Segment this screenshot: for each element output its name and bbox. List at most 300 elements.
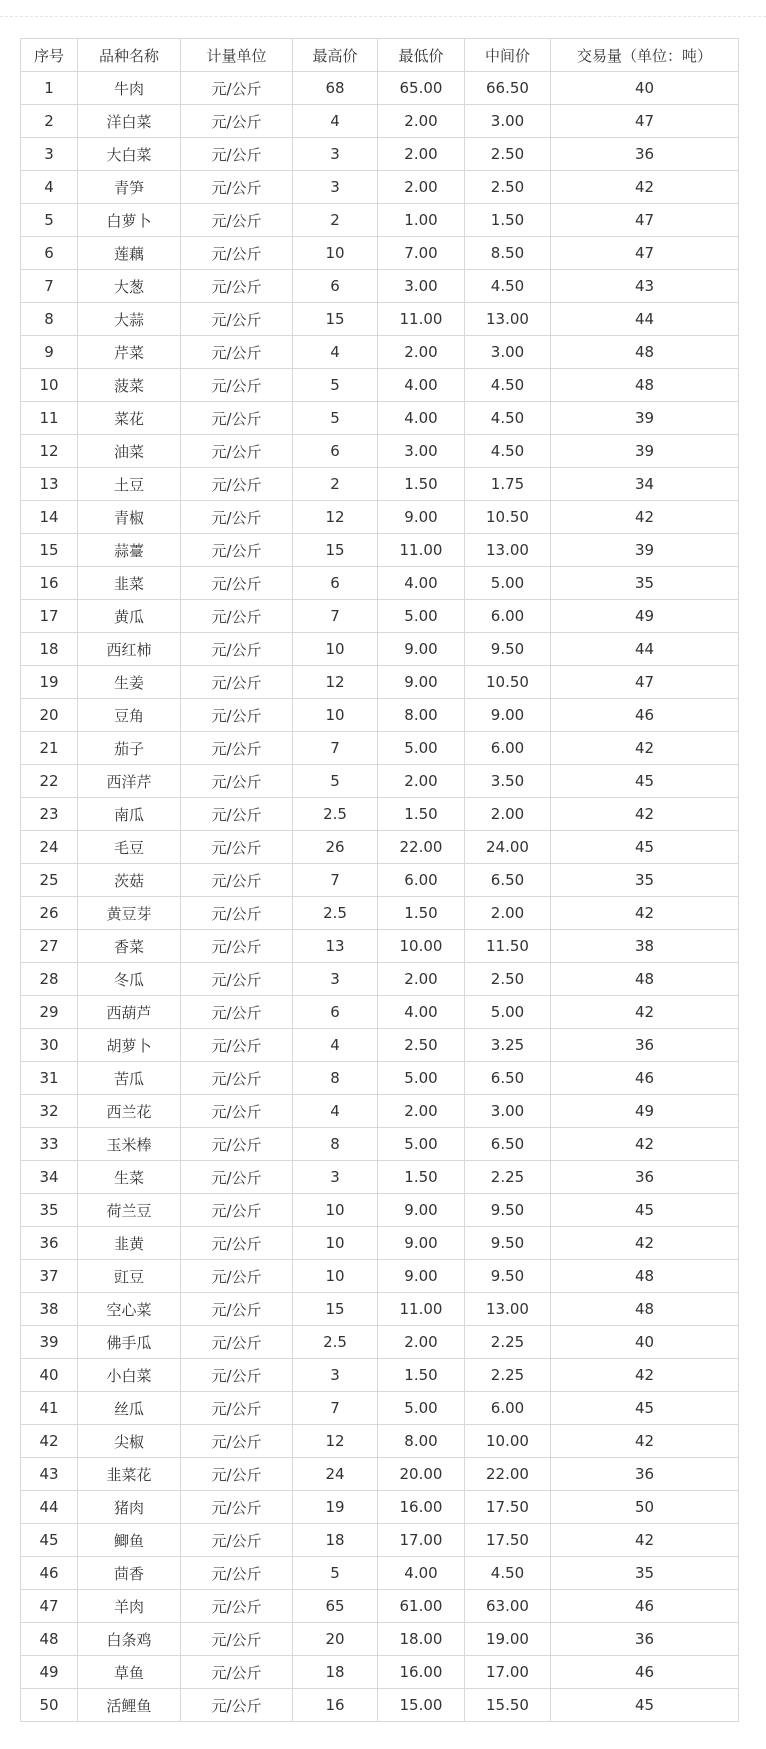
cell-col-low-price: 5.00 xyxy=(378,732,465,765)
cell-col-high-price: 8 xyxy=(293,1128,378,1161)
cell-col-mid-price: 2.50 xyxy=(465,963,551,996)
cell-col-mid-price: 17.50 xyxy=(465,1491,551,1524)
cell-col-high-price: 15 xyxy=(293,1293,378,1326)
cell-col-mid-price: 63.00 xyxy=(465,1590,551,1623)
cell-col-name: 白萝卜 xyxy=(78,204,181,237)
cell-col-low-price: 1.50 xyxy=(378,1161,465,1194)
cell-col-unit: 元/公斤 xyxy=(181,171,293,204)
table-row xyxy=(21,1293,739,1326)
cell-col-no: 2 xyxy=(21,105,78,138)
cell-col-high-price: 5 xyxy=(293,765,378,798)
table-row xyxy=(21,171,739,204)
table-row xyxy=(21,1557,739,1590)
cell-col-mid-price: 3.50 xyxy=(465,765,551,798)
cell-col-name: 尖椒 xyxy=(78,1425,181,1458)
cell-col-no: 47 xyxy=(21,1590,78,1623)
table-row xyxy=(21,270,739,303)
cell-col-low-price: 8.00 xyxy=(378,1425,465,1458)
cell-col-name: 大白菜 xyxy=(78,138,181,171)
cell-col-mid-price: 6.00 xyxy=(465,600,551,633)
table-row xyxy=(21,1590,739,1623)
cell-col-name: 青笋 xyxy=(78,171,181,204)
cell-col-high-price: 5 xyxy=(293,402,378,435)
cell-col-name: 西红柿 xyxy=(78,633,181,666)
cell-col-mid-price: 2.50 xyxy=(465,138,551,171)
cell-col-mid-price: 11.50 xyxy=(465,930,551,963)
cell-col-high-price: 3 xyxy=(293,138,378,171)
cell-col-no: 24 xyxy=(21,831,78,864)
cell-col-mid-price: 2.25 xyxy=(465,1359,551,1392)
cell-col-volume: 42 xyxy=(551,1128,739,1161)
cell-col-mid-price: 6.00 xyxy=(465,732,551,765)
cell-col-no: 36 xyxy=(21,1227,78,1260)
cell-col-unit: 元/公斤 xyxy=(181,699,293,732)
table-row xyxy=(21,1194,739,1227)
cell-col-low-price: 1.50 xyxy=(378,897,465,930)
cell-col-low-price: 1.50 xyxy=(378,468,465,501)
cell-col-name: 南瓜 xyxy=(78,798,181,831)
cell-col-mid-price: 10.50 xyxy=(465,501,551,534)
cell-col-volume: 35 xyxy=(551,864,739,897)
cell-col-name: 油菜 xyxy=(78,435,181,468)
cell-col-name: 生姜 xyxy=(78,666,181,699)
cell-col-unit: 元/公斤 xyxy=(181,1293,293,1326)
cell-col-mid-price: 8.50 xyxy=(465,237,551,270)
cell-col-name: 白条鸡 xyxy=(78,1623,181,1656)
cell-col-name: 牛肉 xyxy=(78,72,181,105)
cell-col-unit: 元/公斤 xyxy=(181,204,293,237)
cell-col-unit: 元/公斤 xyxy=(181,138,293,171)
cell-col-low-price: 22.00 xyxy=(378,831,465,864)
cell-col-high-price: 6 xyxy=(293,435,378,468)
cell-col-low-price: 2.00 xyxy=(378,138,465,171)
cell-col-no: 33 xyxy=(21,1128,78,1161)
cell-col-no: 45 xyxy=(21,1524,78,1557)
cell-col-volume: 40 xyxy=(551,1326,739,1359)
cell-col-unit: 元/公斤 xyxy=(181,567,293,600)
cell-col-low-price: 6.00 xyxy=(378,864,465,897)
cell-col-name: 苦瓜 xyxy=(78,1062,181,1095)
table-row xyxy=(21,1227,739,1260)
cell-col-high-price: 4 xyxy=(293,1095,378,1128)
cell-col-low-price: 9.00 xyxy=(378,633,465,666)
cell-col-no: 20 xyxy=(21,699,78,732)
table-row xyxy=(21,1425,739,1458)
cell-col-mid-price: 4.50 xyxy=(465,402,551,435)
cell-col-unit: 元/公斤 xyxy=(181,864,293,897)
cell-col-unit: 元/公斤 xyxy=(181,1260,293,1293)
cell-col-high-price: 10 xyxy=(293,699,378,732)
cell-col-no: 14 xyxy=(21,501,78,534)
cell-col-low-price: 4.00 xyxy=(378,1557,465,1590)
cell-col-volume: 42 xyxy=(551,897,739,930)
cell-col-no: 48 xyxy=(21,1623,78,1656)
cell-col-high-price: 4 xyxy=(293,1029,378,1062)
header-col-name: 品种名称 xyxy=(78,39,181,72)
cell-col-volume: 46 xyxy=(551,1590,739,1623)
cell-col-high-price: 2 xyxy=(293,204,378,237)
cell-col-low-price: 1.50 xyxy=(378,1359,465,1392)
cell-col-name: 韭菜 xyxy=(78,567,181,600)
cell-col-low-price: 9.00 xyxy=(378,1260,465,1293)
cell-col-no: 44 xyxy=(21,1491,78,1524)
cell-col-mid-price: 9.50 xyxy=(465,1227,551,1260)
cell-col-low-price: 7.00 xyxy=(378,237,465,270)
cell-col-name: 西葫芦 xyxy=(78,996,181,1029)
cell-col-volume: 42 xyxy=(551,171,739,204)
cell-col-name: 冬瓜 xyxy=(78,963,181,996)
cell-col-no: 43 xyxy=(21,1458,78,1491)
cell-col-unit: 元/公斤 xyxy=(181,765,293,798)
cell-col-mid-price: 3.00 xyxy=(465,105,551,138)
cell-col-high-price: 6 xyxy=(293,996,378,1029)
cell-col-volume: 39 xyxy=(551,534,739,567)
cell-col-mid-price: 15.50 xyxy=(465,1689,551,1722)
cell-col-unit: 元/公斤 xyxy=(181,1392,293,1425)
cell-col-mid-price: 6.50 xyxy=(465,1128,551,1161)
cell-col-volume: 36 xyxy=(551,1623,739,1656)
cell-col-name: 茄子 xyxy=(78,732,181,765)
cell-col-volume: 45 xyxy=(551,1689,739,1722)
cell-col-volume: 45 xyxy=(551,831,739,864)
cell-col-mid-price: 6.00 xyxy=(465,1392,551,1425)
cell-col-volume: 48 xyxy=(551,369,739,402)
cell-col-no: 23 xyxy=(21,798,78,831)
cell-col-no: 4 xyxy=(21,171,78,204)
cell-col-volume: 39 xyxy=(551,402,739,435)
cell-col-unit: 元/公斤 xyxy=(181,534,293,567)
cell-col-low-price: 5.00 xyxy=(378,600,465,633)
table-row xyxy=(21,402,739,435)
cell-col-unit: 元/公斤 xyxy=(181,1491,293,1524)
table-row xyxy=(21,831,739,864)
cell-col-unit: 元/公斤 xyxy=(181,666,293,699)
cell-col-high-price: 20 xyxy=(293,1623,378,1656)
cell-col-name: 韭黄 xyxy=(78,1227,181,1260)
table-row xyxy=(21,501,739,534)
header-row xyxy=(21,39,739,72)
cell-col-name: 西洋芹 xyxy=(78,765,181,798)
cell-col-high-price: 19 xyxy=(293,1491,378,1524)
cell-col-name: 生菜 xyxy=(78,1161,181,1194)
cell-col-unit: 元/公斤 xyxy=(181,1425,293,1458)
cell-col-low-price: 17.00 xyxy=(378,1524,465,1557)
cell-col-name: 青椒 xyxy=(78,501,181,534)
cell-col-high-price: 12 xyxy=(293,666,378,699)
cell-col-no: 15 xyxy=(21,534,78,567)
cell-col-no: 10 xyxy=(21,369,78,402)
cell-col-name: 蒜薹 xyxy=(78,534,181,567)
cell-col-no: 3 xyxy=(21,138,78,171)
cell-col-high-price: 10 xyxy=(293,1194,378,1227)
cell-col-mid-price: 2.00 xyxy=(465,798,551,831)
cell-col-no: 31 xyxy=(21,1062,78,1095)
header-col-volume: 交易量（单位：吨） xyxy=(551,39,739,72)
table-row xyxy=(21,369,739,402)
cell-col-volume: 47 xyxy=(551,204,739,237)
cell-col-low-price: 18.00 xyxy=(378,1623,465,1656)
cell-col-no: 34 xyxy=(21,1161,78,1194)
cell-col-volume: 47 xyxy=(551,666,739,699)
cell-col-unit: 元/公斤 xyxy=(181,336,293,369)
cell-col-name: 大蒜 xyxy=(78,303,181,336)
cell-col-no: 18 xyxy=(21,633,78,666)
cell-col-low-price: 11.00 xyxy=(378,534,465,567)
cell-col-mid-price: 13.00 xyxy=(465,303,551,336)
table-row xyxy=(21,303,739,336)
table-row xyxy=(21,1524,739,1557)
cell-col-unit: 元/公斤 xyxy=(181,897,293,930)
cell-col-name: 佛手瓜 xyxy=(78,1326,181,1359)
cell-col-unit: 元/公斤 xyxy=(181,930,293,963)
cell-col-low-price: 2.00 xyxy=(378,765,465,798)
cell-col-name: 大葱 xyxy=(78,270,181,303)
cell-col-mid-price: 3.25 xyxy=(465,1029,551,1062)
cell-col-mid-price: 22.00 xyxy=(465,1458,551,1491)
table-body xyxy=(21,72,739,1722)
cell-col-low-price: 9.00 xyxy=(378,1194,465,1227)
table-row xyxy=(21,1029,739,1062)
cell-col-unit: 元/公斤 xyxy=(181,1590,293,1623)
cell-col-low-price: 5.00 xyxy=(378,1128,465,1161)
cell-col-no: 30 xyxy=(21,1029,78,1062)
cell-col-high-price: 18 xyxy=(293,1656,378,1689)
cell-col-name: 猪肉 xyxy=(78,1491,181,1524)
cell-col-high-price: 2.5 xyxy=(293,1326,378,1359)
cell-col-no: 11 xyxy=(21,402,78,435)
cell-col-mid-price: 19.00 xyxy=(465,1623,551,1656)
table-row xyxy=(21,534,739,567)
cell-col-high-price: 10 xyxy=(293,1227,378,1260)
table-row xyxy=(21,633,739,666)
header-col-mid-price: 中间价 xyxy=(465,39,551,72)
cell-col-high-price: 5 xyxy=(293,1557,378,1590)
cell-col-no: 26 xyxy=(21,897,78,930)
cell-col-volume: 48 xyxy=(551,963,739,996)
table-row xyxy=(21,1128,739,1161)
cell-col-name: 豇豆 xyxy=(78,1260,181,1293)
cell-col-high-price: 24 xyxy=(293,1458,378,1491)
cell-col-mid-price: 17.00 xyxy=(465,1656,551,1689)
cell-col-no: 21 xyxy=(21,732,78,765)
cell-col-low-price: 9.00 xyxy=(378,501,465,534)
cell-col-high-price: 6 xyxy=(293,567,378,600)
cell-col-high-price: 3 xyxy=(293,171,378,204)
cell-col-unit: 元/公斤 xyxy=(181,633,293,666)
cell-col-volume: 36 xyxy=(551,1458,739,1491)
cell-col-unit: 元/公斤 xyxy=(181,1194,293,1227)
cell-col-volume: 48 xyxy=(551,1260,739,1293)
table-row xyxy=(21,1260,739,1293)
cell-col-high-price: 2.5 xyxy=(293,798,378,831)
cell-col-high-price: 7 xyxy=(293,600,378,633)
cell-col-no: 16 xyxy=(21,567,78,600)
cell-col-mid-price: 9.50 xyxy=(465,633,551,666)
cell-col-unit: 元/公斤 xyxy=(181,732,293,765)
cell-col-low-price: 4.00 xyxy=(378,369,465,402)
cell-col-unit: 元/公斤 xyxy=(181,1062,293,1095)
cell-col-no: 6 xyxy=(21,237,78,270)
cell-col-no: 35 xyxy=(21,1194,78,1227)
cell-col-mid-price: 3.00 xyxy=(465,336,551,369)
cell-col-high-price: 68 xyxy=(293,72,378,105)
cell-col-no: 29 xyxy=(21,996,78,1029)
table-row xyxy=(21,204,739,237)
cell-col-low-price: 2.50 xyxy=(378,1029,465,1062)
cell-col-no: 38 xyxy=(21,1293,78,1326)
cell-col-unit: 元/公斤 xyxy=(181,1095,293,1128)
cell-col-low-price: 5.00 xyxy=(378,1062,465,1095)
cell-col-mid-price: 13.00 xyxy=(465,534,551,567)
cell-col-volume: 50 xyxy=(551,1491,739,1524)
cell-col-mid-price: 4.50 xyxy=(465,1557,551,1590)
cell-col-unit: 元/公斤 xyxy=(181,1557,293,1590)
cell-col-volume: 46 xyxy=(551,1656,739,1689)
cell-col-mid-price: 13.00 xyxy=(465,1293,551,1326)
top-dashed-divider xyxy=(0,16,766,17)
cell-col-high-price: 2.5 xyxy=(293,897,378,930)
table-row xyxy=(21,1458,739,1491)
table-header xyxy=(21,39,739,72)
cell-col-mid-price: 4.50 xyxy=(465,270,551,303)
cell-col-volume: 42 xyxy=(551,732,739,765)
cell-col-mid-price: 5.00 xyxy=(465,996,551,1029)
cell-col-high-price: 65 xyxy=(293,1590,378,1623)
cell-col-no: 25 xyxy=(21,864,78,897)
cell-col-volume: 46 xyxy=(551,1062,739,1095)
cell-col-unit: 元/公斤 xyxy=(181,1326,293,1359)
cell-col-volume: 42 xyxy=(551,798,739,831)
cell-col-high-price: 5 xyxy=(293,369,378,402)
table-row xyxy=(21,336,739,369)
cell-col-mid-price: 10.50 xyxy=(465,666,551,699)
table-row xyxy=(21,963,739,996)
cell-col-no: 7 xyxy=(21,270,78,303)
table-row xyxy=(21,105,739,138)
cell-col-volume: 42 xyxy=(551,1227,739,1260)
cell-col-low-price: 1.50 xyxy=(378,798,465,831)
cell-col-unit: 元/公斤 xyxy=(181,1458,293,1491)
cell-col-low-price: 4.00 xyxy=(378,402,465,435)
cell-col-name: 菜花 xyxy=(78,402,181,435)
cell-col-high-price: 7 xyxy=(293,732,378,765)
cell-col-unit: 元/公斤 xyxy=(181,1227,293,1260)
cell-col-no: 17 xyxy=(21,600,78,633)
cell-col-mid-price: 1.75 xyxy=(465,468,551,501)
cell-col-mid-price: 1.50 xyxy=(465,204,551,237)
cell-col-volume: 34 xyxy=(551,468,739,501)
cell-col-low-price: 4.00 xyxy=(378,996,465,1029)
cell-col-volume: 48 xyxy=(551,336,739,369)
cell-col-no: 19 xyxy=(21,666,78,699)
cell-col-mid-price: 4.50 xyxy=(465,369,551,402)
cell-col-mid-price: 2.25 xyxy=(465,1326,551,1359)
cell-col-mid-price: 2.00 xyxy=(465,897,551,930)
cell-col-no: 37 xyxy=(21,1260,78,1293)
cell-col-mid-price: 3.00 xyxy=(465,1095,551,1128)
cell-col-volume: 43 xyxy=(551,270,739,303)
cell-col-low-price: 2.00 xyxy=(378,1095,465,1128)
cell-col-high-price: 2 xyxy=(293,468,378,501)
cell-col-mid-price: 66.50 xyxy=(465,72,551,105)
cell-col-volume: 45 xyxy=(551,1392,739,1425)
cell-col-name: 洋白菜 xyxy=(78,105,181,138)
cell-col-no: 13 xyxy=(21,468,78,501)
cell-col-low-price: 2.00 xyxy=(378,171,465,204)
cell-col-name: 土豆 xyxy=(78,468,181,501)
cell-col-low-price: 4.00 xyxy=(378,567,465,600)
cell-col-unit: 元/公斤 xyxy=(181,270,293,303)
cell-col-mid-price: 9.50 xyxy=(465,1194,551,1227)
cell-col-volume: 42 xyxy=(551,501,739,534)
cell-col-low-price: 11.00 xyxy=(378,1293,465,1326)
cell-col-name: 芹菜 xyxy=(78,336,181,369)
cell-col-no: 46 xyxy=(21,1557,78,1590)
cell-col-low-price: 65.00 xyxy=(378,72,465,105)
cell-col-no: 9 xyxy=(21,336,78,369)
table-row xyxy=(21,138,739,171)
cell-col-volume: 45 xyxy=(551,765,739,798)
cell-col-volume: 42 xyxy=(551,1359,739,1392)
cell-col-mid-price: 2.25 xyxy=(465,1161,551,1194)
table-row xyxy=(21,1656,739,1689)
table-row xyxy=(21,1095,739,1128)
cell-col-high-price: 4 xyxy=(293,336,378,369)
cell-col-volume: 35 xyxy=(551,567,739,600)
cell-col-volume: 49 xyxy=(551,1095,739,1128)
cell-col-volume: 38 xyxy=(551,930,739,963)
cell-col-mid-price: 5.00 xyxy=(465,567,551,600)
cell-col-high-price: 10 xyxy=(293,237,378,270)
cell-col-high-price: 8 xyxy=(293,1062,378,1095)
cell-col-unit: 元/公斤 xyxy=(181,303,293,336)
cell-col-mid-price: 6.50 xyxy=(465,864,551,897)
cell-col-low-price: 11.00 xyxy=(378,303,465,336)
cell-col-low-price: 3.00 xyxy=(378,270,465,303)
cell-col-low-price: 61.00 xyxy=(378,1590,465,1623)
table-row xyxy=(21,1623,739,1656)
cell-col-unit: 元/公斤 xyxy=(181,1029,293,1062)
cell-col-mid-price: 2.50 xyxy=(465,171,551,204)
cell-col-unit: 元/公斤 xyxy=(181,468,293,501)
cell-col-mid-price: 4.50 xyxy=(465,435,551,468)
cell-col-volume: 47 xyxy=(551,237,739,270)
table-row xyxy=(21,699,739,732)
cell-col-no: 40 xyxy=(21,1359,78,1392)
header-col-no: 序号 xyxy=(21,39,78,72)
cell-col-volume: 40 xyxy=(551,72,739,105)
cell-col-high-price: 15 xyxy=(293,303,378,336)
cell-col-low-price: 9.00 xyxy=(378,666,465,699)
table-row xyxy=(21,1392,739,1425)
cell-col-volume: 36 xyxy=(551,1161,739,1194)
table-row xyxy=(21,864,739,897)
cell-col-volume: 47 xyxy=(551,105,739,138)
cell-col-name: 小白菜 xyxy=(78,1359,181,1392)
cell-col-unit: 元/公斤 xyxy=(181,963,293,996)
cell-col-name: 羊肉 xyxy=(78,1590,181,1623)
cell-col-unit: 元/公斤 xyxy=(181,402,293,435)
cell-col-volume: 39 xyxy=(551,435,739,468)
cell-col-unit: 元/公斤 xyxy=(181,1359,293,1392)
cell-col-high-price: 4 xyxy=(293,105,378,138)
cell-col-name: 莲藕 xyxy=(78,237,181,270)
cell-col-mid-price: 9.50 xyxy=(465,1260,551,1293)
table-row xyxy=(21,930,739,963)
cell-col-high-price: 16 xyxy=(293,1689,378,1722)
cell-col-low-price: 5.00 xyxy=(378,1392,465,1425)
cell-col-name: 胡萝卜 xyxy=(78,1029,181,1062)
